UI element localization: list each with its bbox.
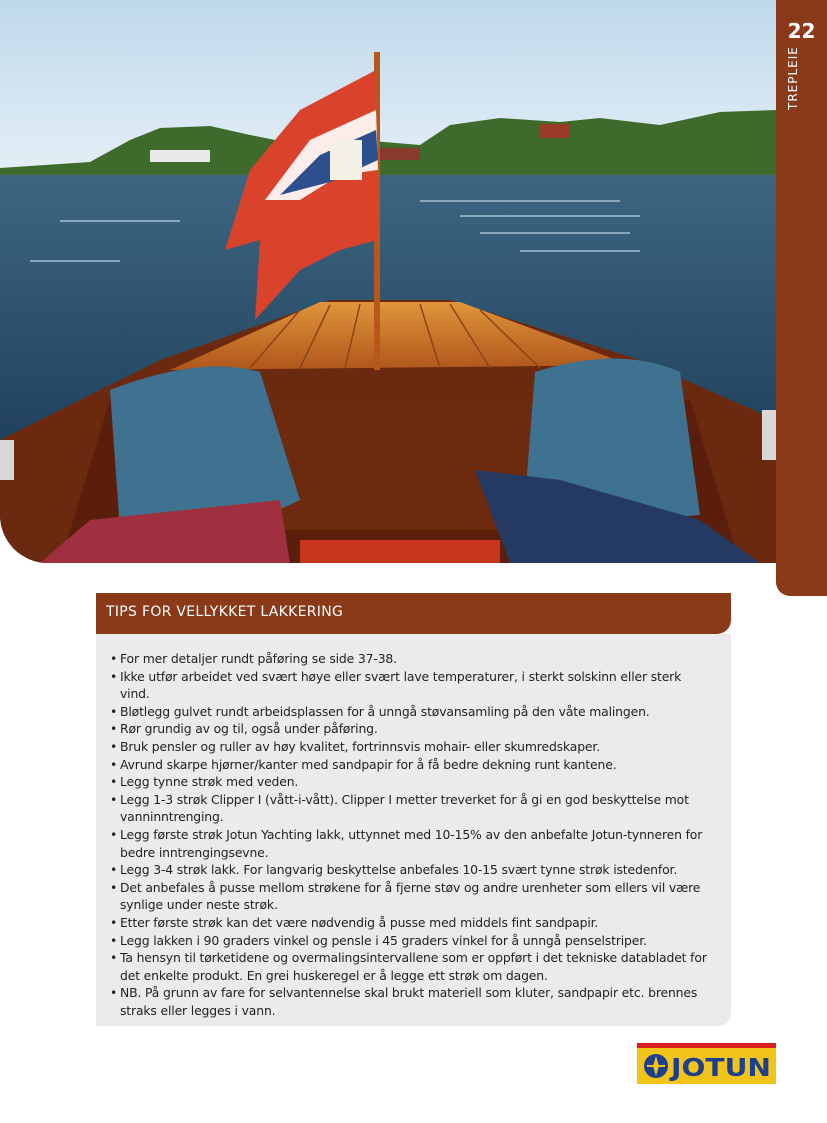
list-item: • Legg 1-3 strøk Clipper I (vått-i-vått). Clipper I metter treverket for å gi en god beskyttelse mot vanninntrenging. (110, 791, 711, 826)
list-item: • Det anbefales å pusse mellom strøkene for å fjerne støv og andre urenheter som ellers vil være synlige under neste strøk. (110, 879, 711, 914)
list-item: • Legg lakken i 90 graders vinkel og pensle i 45 graders vinkel for å unngå penselstriper. (110, 932, 711, 950)
list-item: • Ta hensyn til tørketidene og overmalingsintervallene som er oppført i det tekniske databladet for det enkelte produkt. En grei huskeregel er å legge ett strøk om dagen. (110, 949, 711, 984)
list-item: • Ikke utfør arbeidet ved svært høye eller svært lave temperaturer, i sterkt solskinn eller sterk vind. (110, 668, 711, 703)
jotun-logo (637, 1043, 776, 1084)
page-number: 22 (787, 19, 816, 43)
list-item: • Bløtlegg gulvet rundt arbeidsplassen for å unngå støvansamling på den våte malingen. (110, 703, 711, 721)
list-item: • Legg første strøk Jotun Yachting lakk, uttynnet med 10-15% av den anbefalte Jotun-tynneren for bedre inntrengingsevne. (110, 826, 711, 861)
tips-box (96, 634, 731, 1026)
logo-text: JOTUN (668, 1053, 771, 1082)
tips-header (96, 593, 731, 634)
side-tab (776, 0, 827, 596)
list-item: • Bruk pensler og ruller av høy kvalitet, fortrinnsvis mohair- eller skumredskaper. (110, 738, 711, 756)
tips-title: TIPS FOR VELLYKKET LAKKERING (106, 604, 344, 620)
boat-photo (0, 0, 776, 563)
list-item: • Legg 3-4 strøk lakk. For langvarig beskyttelse anbefales 10-15 svært tynne strøk istedenfor. (110, 861, 711, 879)
list-item: • Etter første strøk kan det være nødvendig å pusse med middels fint sandpapir. (110, 914, 711, 932)
tips-list (96, 634, 731, 1019)
section-label: TREPLEIE (786, 46, 800, 110)
list-item: • Avrund skarpe hjørner/kanter med sandpapir for å få bedre dekning runt kantene. (110, 756, 711, 774)
list-item: • Rør grundig av og til, også under påføring. (110, 720, 711, 738)
list-item: • For mer detaljer rundt påføring se side 37-38. (110, 650, 711, 668)
list-item: • Legg tynne strøk med veden. (110, 773, 711, 791)
list-item: • NB. På grunn av fare for selvantennelse skal brukt materiell som kluter, sandpapir etc. brennes straks eller legges i vann. (110, 984, 711, 1019)
